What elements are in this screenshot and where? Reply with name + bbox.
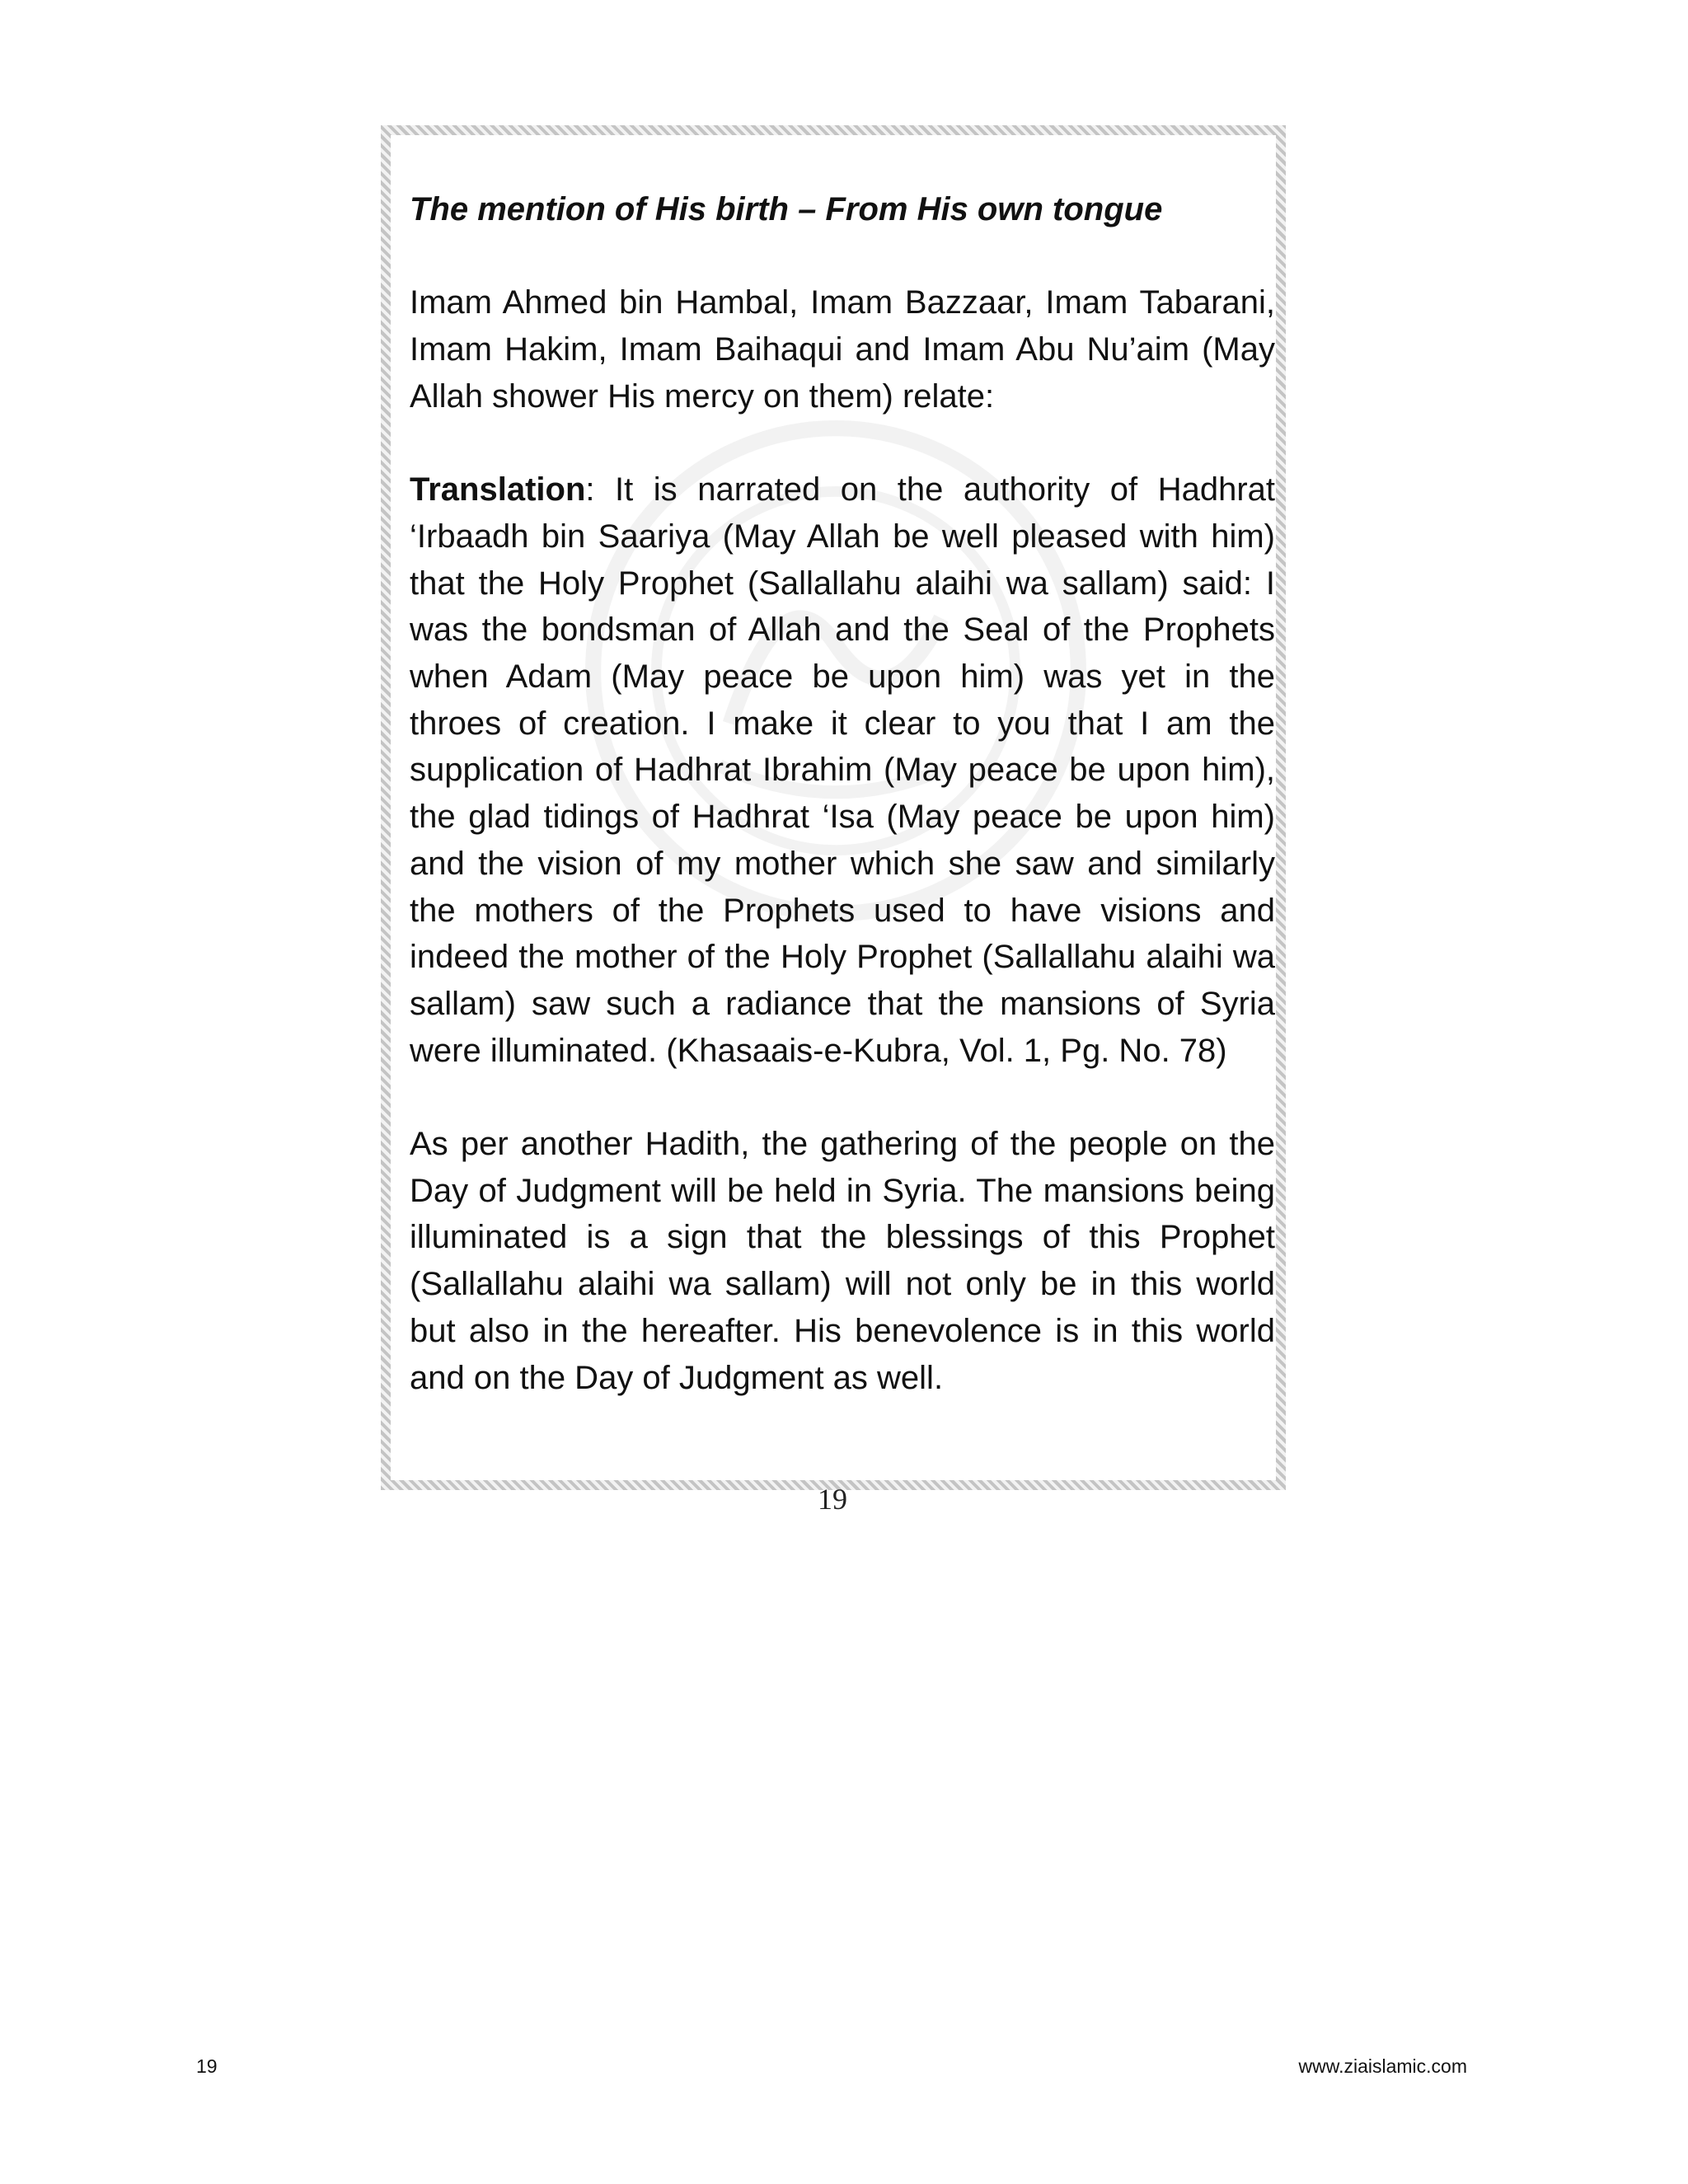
section-heading: The mention of His birth – From His own tongue: [410, 191, 1163, 227]
translation-label: Translation: [410, 471, 586, 509]
page-border-frame: [381, 125, 1286, 1490]
inner-page-number: 19: [818, 1483, 847, 1516]
footer-page-number: 19: [196, 2055, 218, 2077]
closing-paragraph: As per another Hadith, the gathering of the people on the Day of Judgment will be held in Syria. The mansions being illuminated is a sign that the blessings of this Prophet (Sallallahu alaihi wa sallam) will not only be in this world but also in the hereafter. His benevolence is in this world and on the Day of Judgment as well.: [410, 1126, 1275, 1396]
intro-paragraph: Imam Ahmed bin Hambal, Imam Bazzaar, Imam Tabarani, Imam Hakim, Imam Baihaqui and Imam Abu Nu’aim (May Allah shower His mercy on them) relate:: [410, 284, 1275, 415]
translation-text: : It is narrated on the authority of Hadhrat ‘Irbaadh bin Saariya (May Allah be well pleased with him) that the Holy Prophet (Sallallahu alaihi wa sallam) said: I was the bondsman of Allah and the Seal of the Prophets when Adam (May peace be upon him) was yet in the throes of creation. I make it clear to you that I am the supplication of Hadhrat Ibrahim (May peace be upon him), the glad tidings of Hadhrat ‘Isa (May peace be upon him) and the vision of my mother which she saw and similarly the mothers of the Prophets used to have visions and indeed the mother of the Holy Prophet (Sallallahu alaihi wa sallam) saw such a radiance that the mansions of Syria were illuminated. (Khasaais-e-Kubra, Vol. 1, Pg. No. 78): [410, 471, 1275, 1069]
translation-paragraph: [410, 466, 1275, 1074]
footer-website: www.ziaislamic.com: [1298, 2055, 1467, 2077]
page-content: [410, 186, 1275, 1401]
